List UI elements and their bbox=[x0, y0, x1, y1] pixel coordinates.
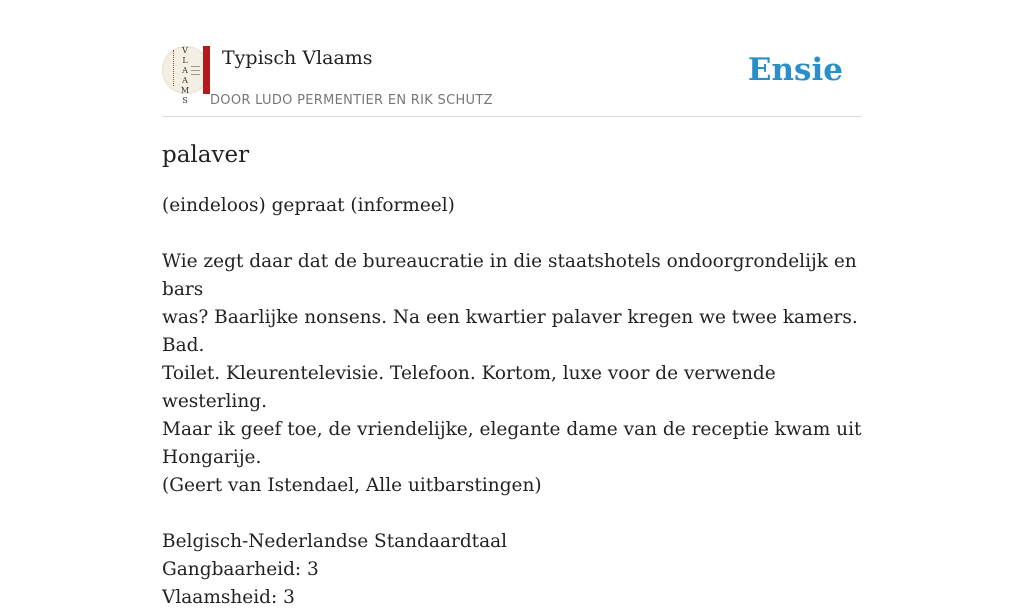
language-variant: Belgisch-Nederlandse Standaardtaal bbox=[162, 531, 508, 552]
quote-line: Hongarije. bbox=[162, 447, 262, 468]
cover-title-letters: V L A A M S bbox=[180, 46, 190, 105]
book-authors: DOOR LUDO PERMENTIER EN RIK SCHUTZ bbox=[210, 93, 493, 108]
entry-title: palaver bbox=[162, 142, 250, 168]
book-title[interactable]: Typisch Vlaams bbox=[222, 47, 373, 69]
entry-page bbox=[162, 0, 862, 608]
quote-line: was? Baarlijke nonsens. Na een kwartier palaver kregen we twee kamers. Bad. bbox=[162, 307, 858, 356]
entry-body bbox=[162, 192, 862, 612]
cover-decoration bbox=[173, 50, 175, 86]
site-logo[interactable]: Ensie bbox=[747, 52, 843, 88]
entry-definition: (eindeloos) gepraat (informeel) bbox=[162, 195, 455, 216]
gangbaarheid-rating: Gangbaarheid: 3 bbox=[162, 559, 319, 580]
quote-source: (Geert van Istendael, Alle uitbarstingen) bbox=[162, 475, 542, 496]
cover-spine bbox=[203, 46, 210, 94]
quote-line: Maar ik geef toe, de vriendelijke, elegante dame van de receptie kwam uit bbox=[162, 419, 862, 440]
quote-line: Wie zegt daar dat de bureaucratie in die staatshotels ondoorgrondelijk en bars bbox=[162, 251, 857, 300]
header bbox=[162, 0, 862, 117]
cover-text-lines bbox=[191, 66, 200, 78]
vlaamsheid-rating: Vlaamsheid: 3 bbox=[162, 587, 295, 608]
book-cover-image[interactable] bbox=[162, 46, 210, 105]
quote-line: Toilet. Kleurentelevisie. Telefoon. Kortom, luxe voor de verwende westerling. bbox=[162, 363, 776, 412]
